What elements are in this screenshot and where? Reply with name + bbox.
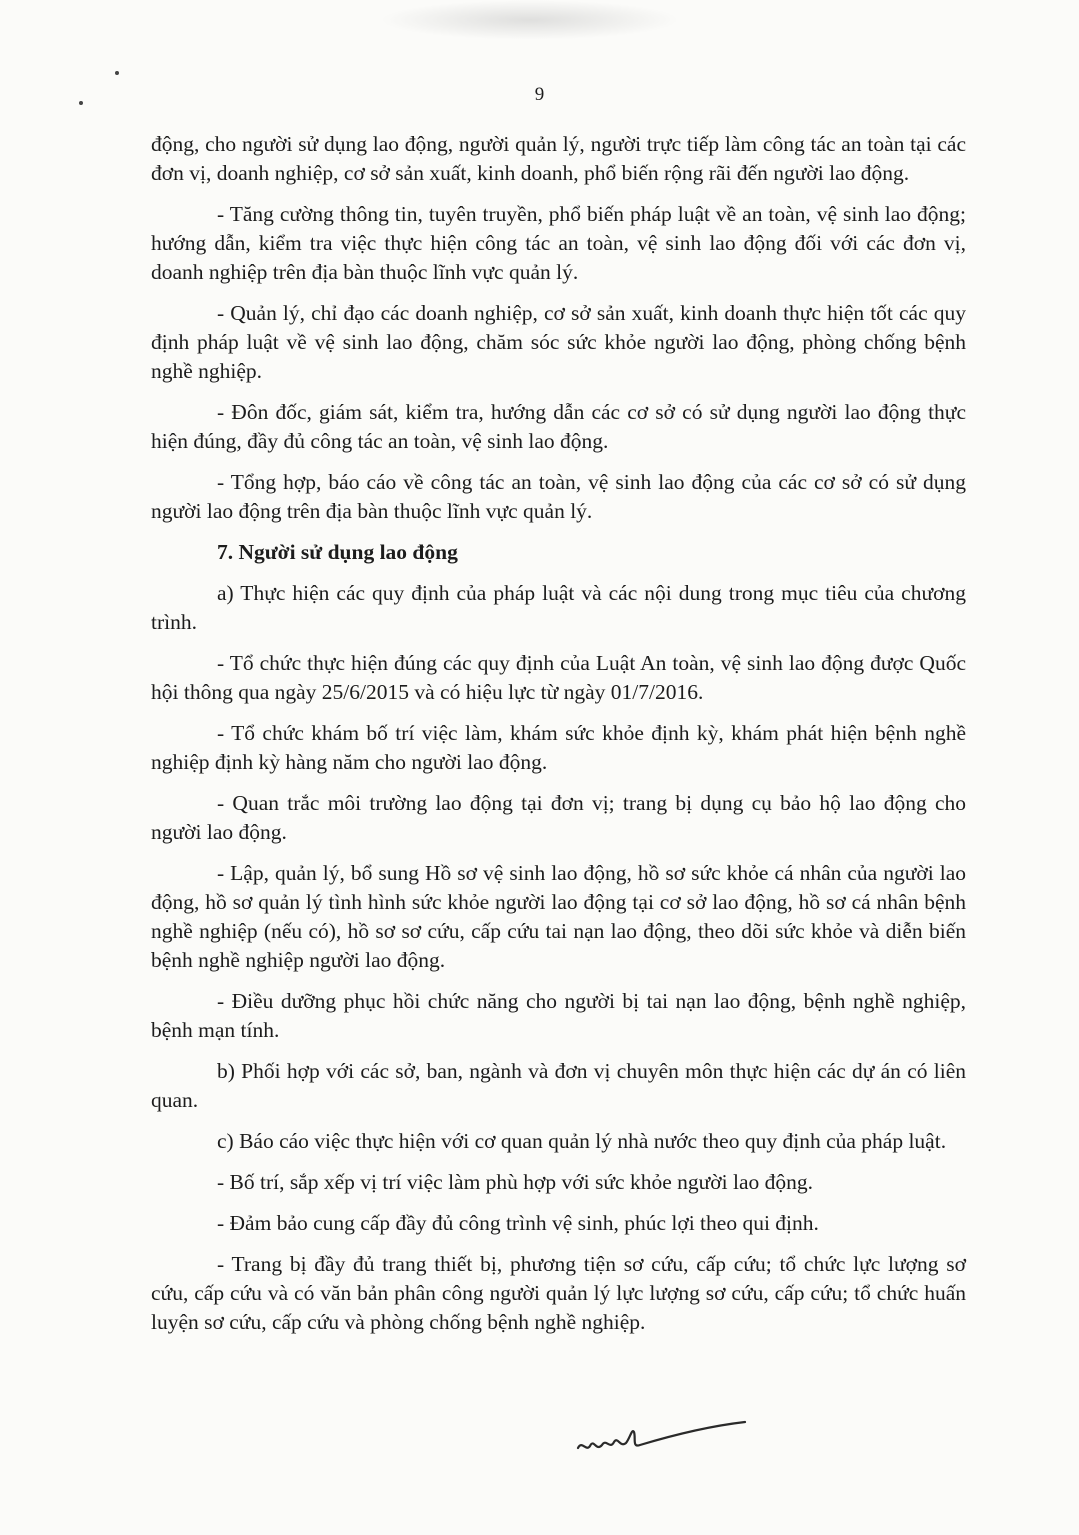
paragraph: động, cho người sử dụng lao động, người quản lý, người trực tiếp làm công tác an toàn tại các đơn vị, doanh nghiệp, cơ sở sản xuất, kinh doanh, phổ biến rộng rãi đến người lao động. bbox=[151, 132, 966, 185]
paragraph: - Tổ chức khám bố trí việc làm, khám sức khỏe định kỳ, khám phát hiện bệnh nghề nghiệp định kỳ hàng năm cho người lao động. bbox=[151, 721, 966, 774]
paragraph: - Quan trắc môi trường lao động tại đơn vị; trang bị dụng cụ bảo hộ lao động cho người lao động. bbox=[151, 791, 966, 844]
paragraph: - Lập, quản lý, bổ sung Hồ sơ vệ sinh lao động, hồ sơ sức khỏe cá nhân của người lao động, hồ sơ quản lý tình hình sức khỏe người lao động tại cơ sở lao động, hồ sơ cá nhân bệnh nghề nghiệp (nếu có), hồ sơ sơ cứu, cấp cứu tai nạn lao động, theo dõi sức khỏe và diễn biến bệnh nghề nghiệp người lao động. bbox=[151, 861, 966, 972]
paragraph: a) Thực hiện các quy định của pháp luật và các nội dung trong mục tiêu của chương trình. bbox=[151, 581, 966, 634]
paragraph: - Điều dưỡng phục hồi chức năng cho người bị tai nạn lao động, bệnh nghề nghiệp, bệnh mạn tính. bbox=[151, 989, 966, 1042]
paragraph: c) Báo cáo việc thực hiện với cơ quan quản lý nhà nước theo quy định của pháp luật. bbox=[217, 1129, 947, 1153]
paragraph: - Trang bị đầy đủ trang thiết bị, phương tiện sơ cứu, cấp cứu; tổ chức lực lượng sơ cứu, cấp cứu và có văn bản phân công người quản lý lực lượng sơ cứu, cấp cứu; tổ chức huấn luyện sơ cứu, cấp cứu và phòng chống bệnh nghề nghiệp. bbox=[151, 1252, 966, 1334]
document-body bbox=[151, 130, 966, 1349]
paragraph: - Quản lý, chỉ đạo các doanh nghiệp, cơ sở sản xuất, kinh doanh thực hiện tốt các quy định pháp luật về vệ sinh lao động, chăm sóc sức khỏe người lao động, phòng chống bệnh nghề nghiệp. bbox=[151, 301, 966, 383]
page-number: 9 bbox=[534, 84, 545, 105]
paragraph: - Đôn đốc, giám sát, kiểm tra, hướng dẫn các cơ sở có sử dụng người lao động thực hiện đúng, đầy đủ công tác an toàn, vệ sinh lao động. bbox=[151, 400, 966, 453]
paragraph: - Tổng hợp, báo cáo về công tác an toàn, vệ sinh lao động của các cơ sở có sử dụng người lao động trên địa bàn thuộc lĩnh vực quản lý. bbox=[151, 470, 966, 523]
section-heading: 7. Người sử dụng lao động bbox=[217, 540, 458, 564]
paragraph: - Tổ chức thực hiện đúng các quy định của Luật An toàn, vệ sinh lao động được Quốc hội thông qua ngày 25/6/2015 và có hiệu lực từ ngày 01/7/2016. bbox=[151, 651, 966, 704]
paragraph: - Đảm bảo cung cấp đầy đủ công trình vệ sinh, phúc lợi theo qui định. bbox=[217, 1211, 819, 1235]
initials-signature bbox=[570, 1418, 770, 1488]
paragraph: - Bố trí, sắp xếp vị trí việc làm phù hợp với sức khỏe người lao động. bbox=[217, 1170, 814, 1194]
scan-artifact bbox=[380, 0, 680, 40]
scan-speck bbox=[115, 71, 119, 75]
paragraph: b) Phối hợp với các sở, ban, ngành và đơn vị chuyên môn thực hiện các dự án có liên quan. bbox=[151, 1059, 966, 1112]
paragraph: - Tăng cường thông tin, tuyên truyền, phổ biến pháp luật về an toàn, vệ sinh lao động; hướng dẫn, kiểm tra việc thực hiện công tác an toàn, vệ sinh lao động đối với các đơn vị, doanh nghiệp trên địa bàn thuộc lĩnh vực quản lý. bbox=[151, 202, 966, 284]
